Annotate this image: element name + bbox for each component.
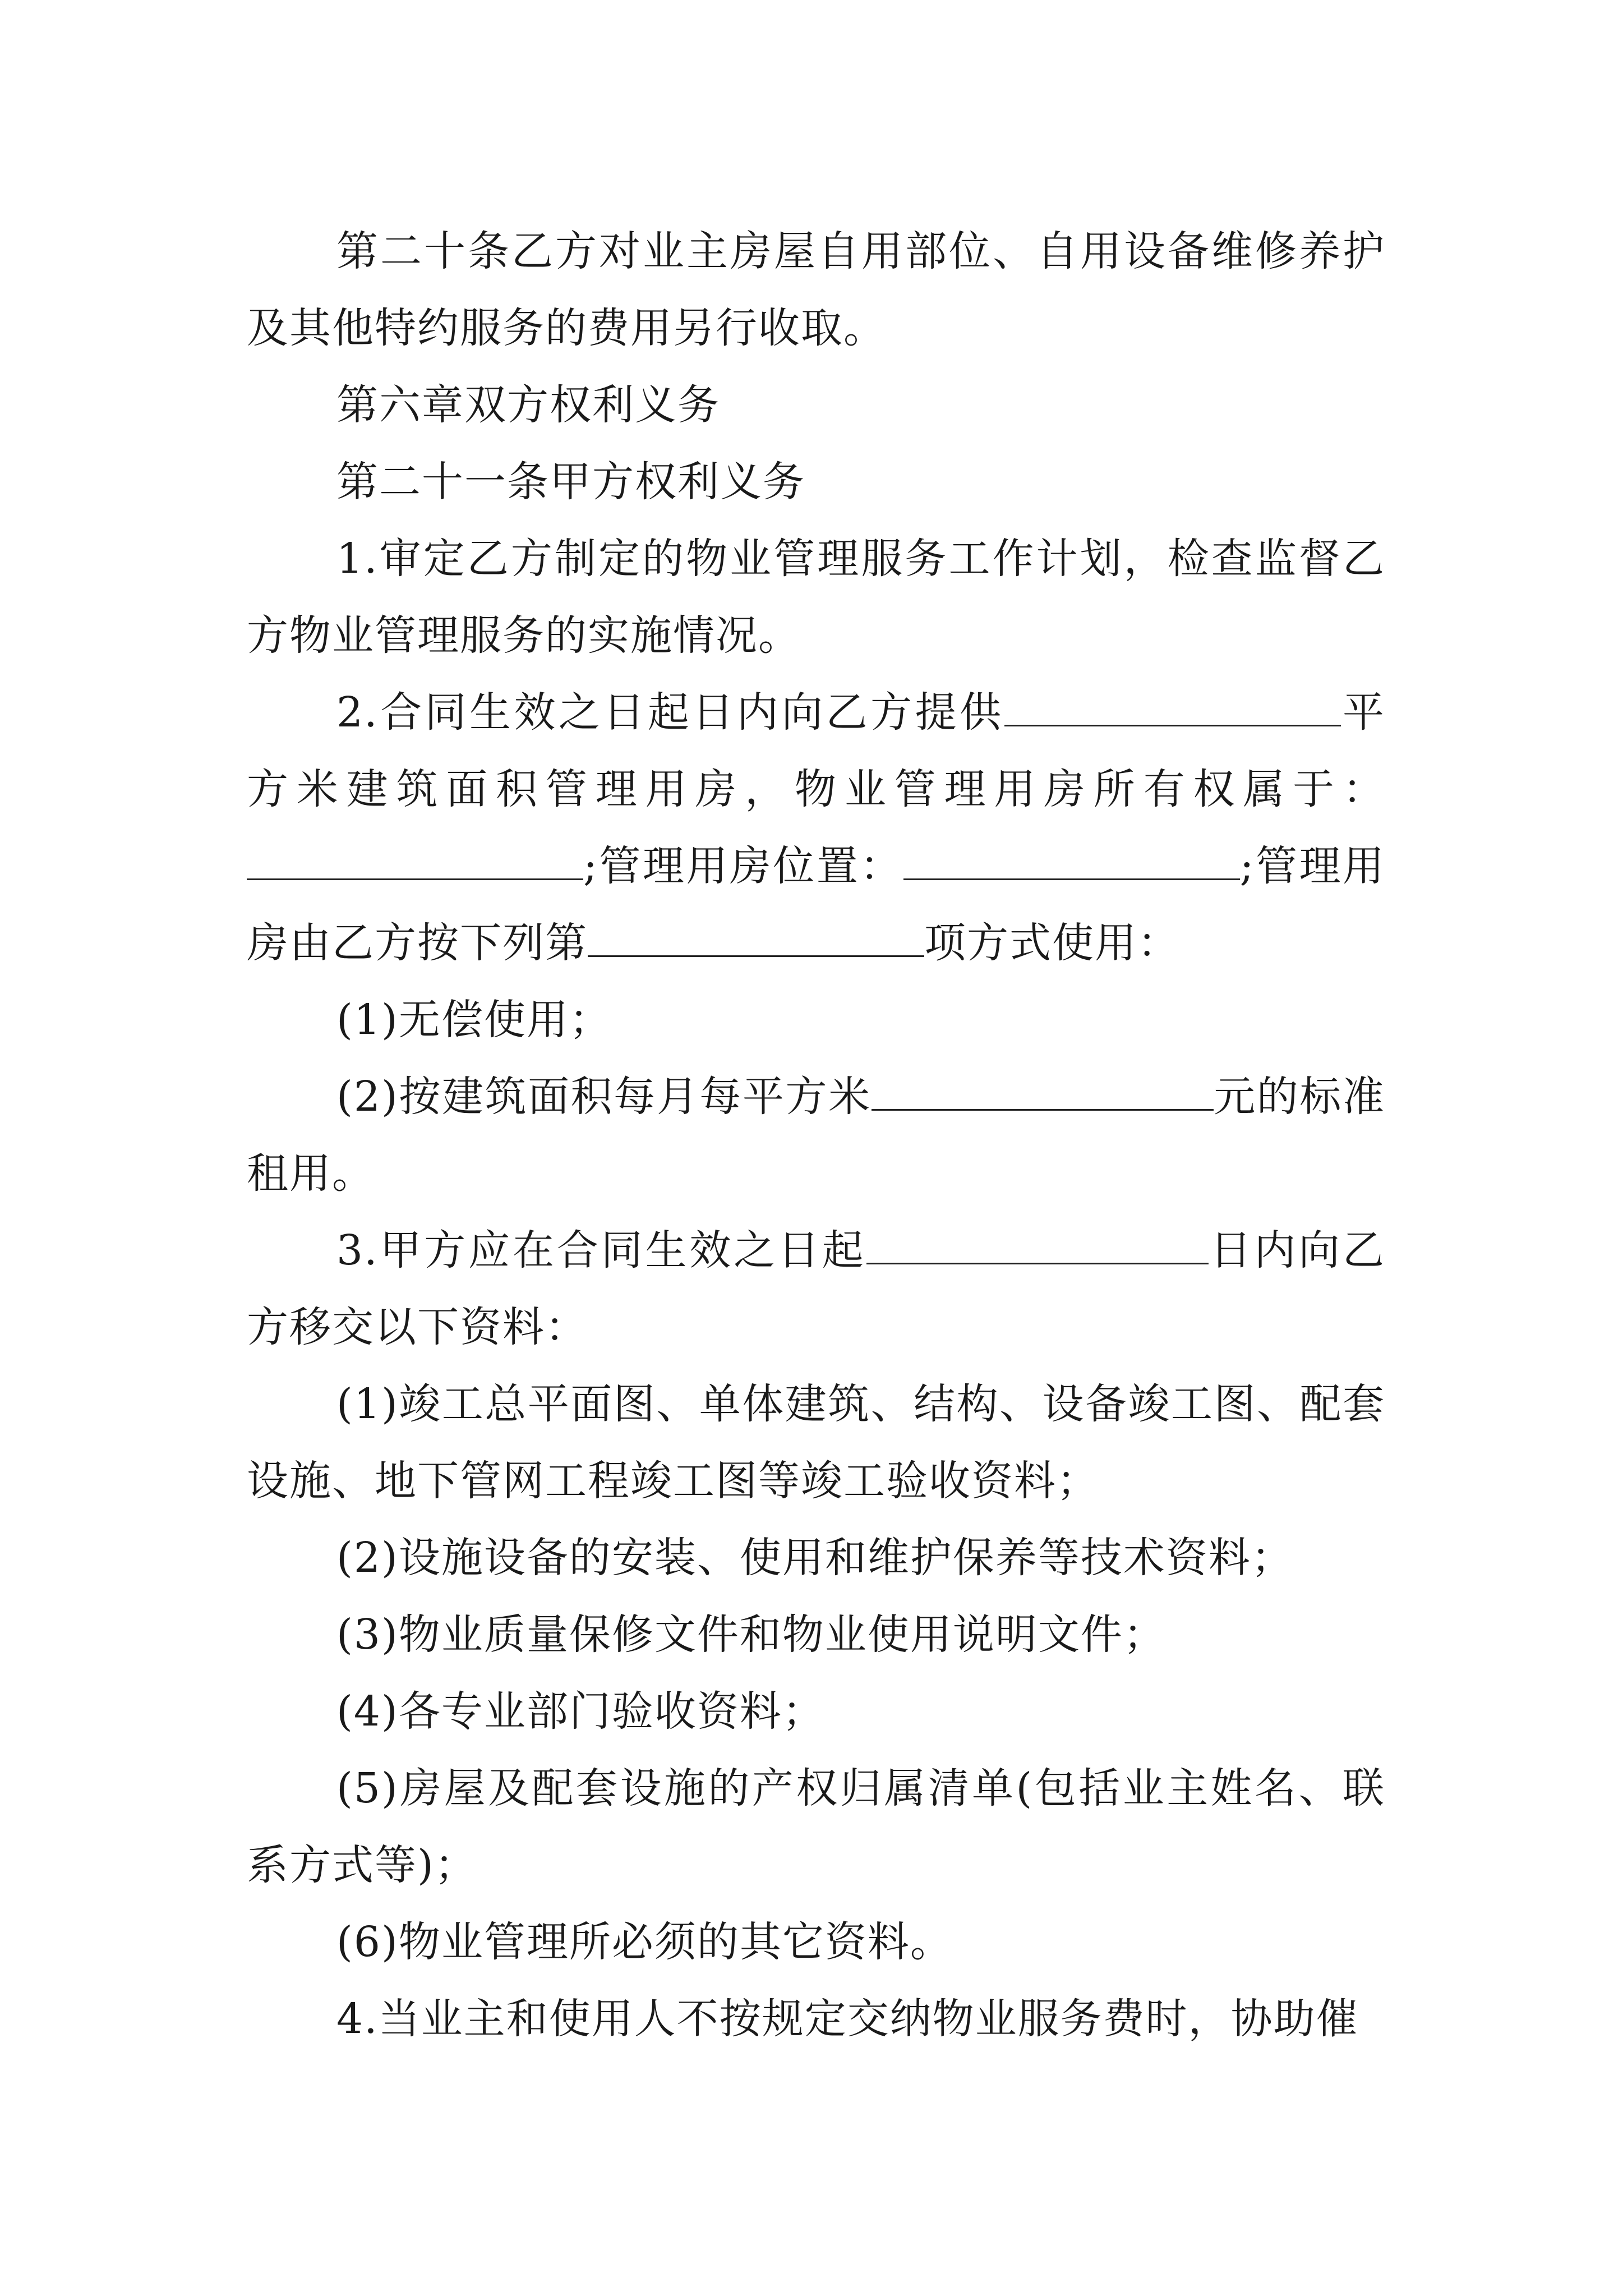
blank-usage-option-field[interactable] (588, 916, 924, 957)
blank-area-field[interactable] (1004, 685, 1341, 726)
item-2-part-a: 2.合同生效之日起日内向乙方提供 (336, 688, 1004, 737)
blank-rent-field[interactable] (872, 1070, 1214, 1111)
item-3-doc-5: (5)房屋及配套设施的产权归属清单(包括业主姓名、联系方式等)； (247, 1764, 1385, 1889)
blank-days-field[interactable] (866, 1223, 1209, 1264)
item-3-doc-1: (1)竣工总平面图、单体建筑、结构、设备竣工图、配套设施、地下管网工程竣工图等竣工验收资料； (247, 1380, 1385, 1505)
item-3-part-a: 3.甲方应在合同生效之日起 (336, 1226, 866, 1274)
item-2-option-2-part-a: (2)按建筑面积每月每平方米 (336, 1073, 872, 1121)
item-2-part-e: 项方式使用： (924, 919, 1180, 967)
item-3-doc-6: (6)物业管理所必须的其它资料。 (336, 1918, 953, 1966)
item-3-text (247, 1212, 1385, 1366)
item-2-part-d: ;管理用房由乙方按下列第 (247, 842, 1386, 967)
item-4-text: 4.当业主和使用人不按规定交纳物业服务费时，协助催 (336, 1995, 1359, 2043)
item-2-text (247, 674, 1385, 982)
item-1-text: 1.审定乙方制定的物业管理服务工作计划，检查监督乙方物业管理服务的实施情况。 (247, 535, 1385, 660)
item-2-option-2-part-b: 元的标准租用。 (247, 1073, 1385, 1198)
article-20-text: 第二十条乙方对业主房屋自用部位、自用设备维修养护及其他特约服务的费用另行收取。 (247, 227, 1385, 352)
item-2-part-c: ;管理用房位置： (583, 842, 903, 890)
item-3-part-b: 日内向乙方移交以下资料： (247, 1226, 1386, 1351)
item-3-doc-3: (3)物业质量保修文件和物业使用说明文件； (336, 1611, 1166, 1659)
blank-ownership-field[interactable] (247, 839, 583, 880)
item-2-option-2 (247, 1059, 1385, 1212)
item-3-doc-4: (4)各专业部门验收资料； (336, 1687, 825, 1736)
item-2-part-b: 平方米建筑面积管理用房，物业管理用房所有权属于： (247, 688, 1385, 813)
item-2-option-1: (1)无偿使用； (336, 996, 612, 1044)
item-3-doc-2: (2)设施设备的安装、使用和维护保养等技术资料； (336, 1534, 1294, 1582)
document-page (247, 213, 1385, 2058)
blank-location-field[interactable] (903, 839, 1240, 880)
article-21-heading: 第二十一条甲方权利义务 (336, 458, 805, 506)
chapter-6-heading: 第六章双方权利义务 (336, 381, 720, 429)
